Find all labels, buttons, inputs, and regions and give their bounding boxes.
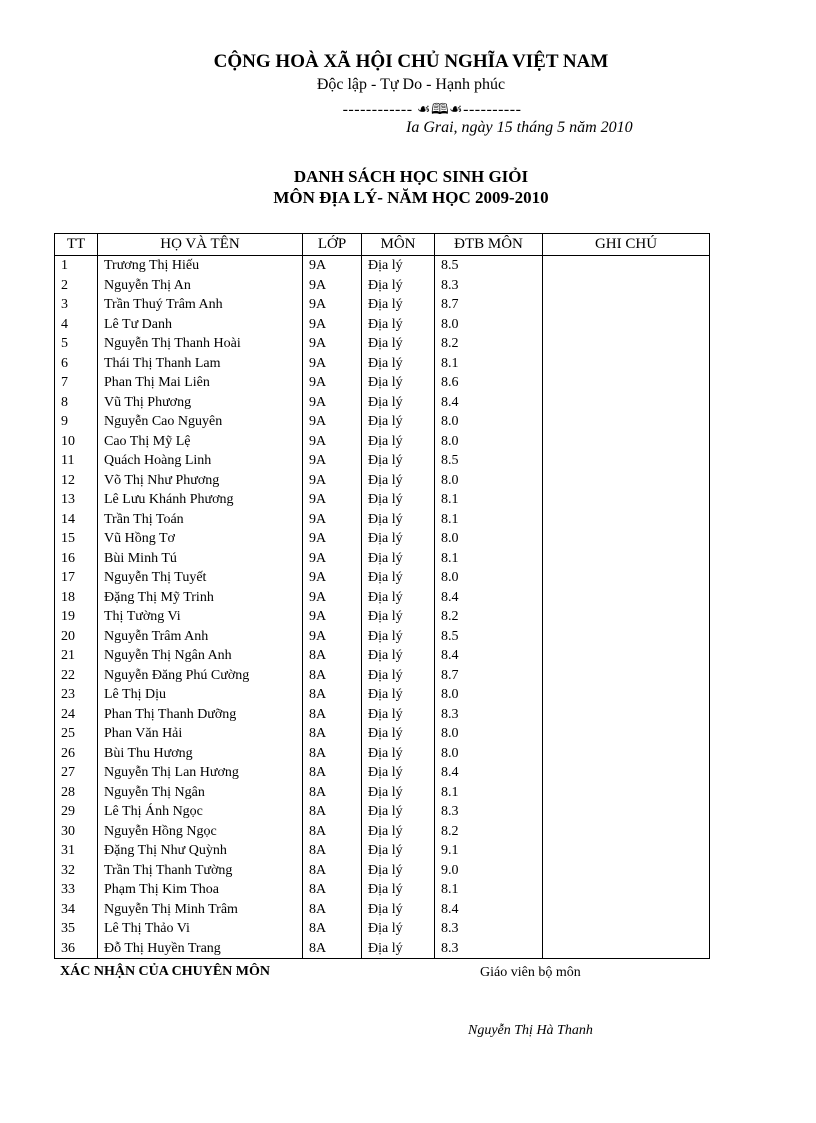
- cell-note: [543, 783, 710, 803]
- cell-note: [543, 685, 710, 705]
- cell-subject: Địa lý: [362, 354, 435, 374]
- cell-subject: Địa lý: [362, 763, 435, 783]
- cell-class: 9A: [303, 295, 362, 315]
- cell-note: [543, 373, 710, 393]
- cell-subject: Địa lý: [362, 315, 435, 335]
- cell-score: 8.0: [435, 412, 543, 432]
- cell-tt: 7: [55, 373, 98, 393]
- date-line: Ia Grai, ngày 15 tháng 5 năm 2010: [406, 119, 633, 136]
- cell-tt: 22: [55, 666, 98, 686]
- cell-note: [543, 666, 710, 686]
- cell-class: 9A: [303, 393, 362, 413]
- cell-score: 8.0: [435, 315, 543, 335]
- cell-score: 8.1: [435, 880, 543, 900]
- cell-name: Đỗ Thị Huyền Trang: [98, 939, 303, 959]
- table-row: [55, 880, 710, 900]
- cell-note: [543, 724, 710, 744]
- cell-note: [543, 588, 710, 608]
- cell-tt: 23: [55, 685, 98, 705]
- table-row: [55, 607, 710, 627]
- cell-class: 8A: [303, 861, 362, 881]
- cell-subject: Địa lý: [362, 256, 435, 276]
- cell-score: 8.2: [435, 822, 543, 842]
- cell-subject: Địa lý: [362, 529, 435, 549]
- cell-tt: 32: [55, 861, 98, 881]
- cell-class: 9A: [303, 510, 362, 530]
- cell-tt: 17: [55, 568, 98, 588]
- cell-note: [543, 919, 710, 939]
- cell-class: 9A: [303, 451, 362, 471]
- table-header-row: [55, 234, 710, 256]
- cell-note: [543, 334, 710, 354]
- cell-tt: 19: [55, 607, 98, 627]
- table-row: [55, 354, 710, 374]
- cell-subject: Địa lý: [362, 607, 435, 627]
- cell-note: [543, 900, 710, 920]
- cell-subject: Địa lý: [362, 510, 435, 530]
- cell-name: Phạm Thị Kim Thoa: [98, 880, 303, 900]
- cell-class: 9A: [303, 529, 362, 549]
- cell-note: [543, 354, 710, 374]
- cell-subject: Địa lý: [362, 744, 435, 764]
- cell-tt: 1: [55, 256, 98, 276]
- cell-note: [543, 861, 710, 881]
- cell-name: Đặng Thị Như Quỳnh: [98, 841, 303, 861]
- cell-tt: 8: [55, 393, 98, 413]
- cell-score: 8.3: [435, 276, 543, 296]
- cell-tt: 20: [55, 627, 98, 647]
- cell-score: 8.7: [435, 666, 543, 686]
- cell-note: [543, 802, 710, 822]
- cell-name: Bùi Minh Tú: [98, 549, 303, 569]
- cell-class: 8A: [303, 919, 362, 939]
- cell-score: 8.0: [435, 685, 543, 705]
- table-row: [55, 744, 710, 764]
- cell-name: Phan Thị Mai Liên: [98, 373, 303, 393]
- table-row: [55, 588, 710, 608]
- cell-name: Nguyễn Đăng Phú Cường: [98, 666, 303, 686]
- cell-subject: Địa lý: [362, 919, 435, 939]
- table-row: [55, 315, 710, 335]
- cell-name: Lê Thị Thảo Vi: [98, 919, 303, 939]
- cell-score: 8.0: [435, 724, 543, 744]
- cell-subject: Địa lý: [362, 568, 435, 588]
- cell-name: Nguyễn Thị Ngân: [98, 783, 303, 803]
- cell-subject: Địa lý: [362, 705, 435, 725]
- cell-score: 8.4: [435, 646, 543, 666]
- cell-note: [543, 315, 710, 335]
- table-row: [55, 666, 710, 686]
- table-row: [55, 802, 710, 822]
- cell-subject: Địa lý: [362, 432, 435, 452]
- cell-class: 9A: [303, 490, 362, 510]
- table-row: [55, 861, 710, 881]
- cell-name: Lê Thị Dịu: [98, 685, 303, 705]
- cell-subject: Địa lý: [362, 900, 435, 920]
- column-header-name: HỌ VÀ TÊN: [98, 234, 303, 256]
- cell-tt: 33: [55, 880, 98, 900]
- document-subtitle: MÔN ĐỊA LÝ- NĂM HỌC 2009-2010: [273, 188, 549, 207]
- cell-score: 8.7: [435, 295, 543, 315]
- cell-name: Nguyễn Trâm Anh: [98, 627, 303, 647]
- cell-score: 8.4: [435, 900, 543, 920]
- table-row: [55, 295, 710, 315]
- cell-subject: Địa lý: [362, 295, 435, 315]
- table-row: [55, 510, 710, 530]
- cell-name: Phan Thị Thanh Dưỡng: [98, 705, 303, 725]
- teacher-label: Giáo viên bộ môn: [480, 965, 581, 980]
- cell-subject: Địa lý: [362, 724, 435, 744]
- cell-subject: Địa lý: [362, 861, 435, 881]
- cell-tt: 29: [55, 802, 98, 822]
- cell-score: 8.4: [435, 588, 543, 608]
- cell-class: 9A: [303, 412, 362, 432]
- cell-name: Vũ Hồng Tơ: [98, 529, 303, 549]
- cell-score: 8.0: [435, 568, 543, 588]
- cell-tt: 3: [55, 295, 98, 315]
- national-motto: Độc lập - Tự Do - Hạnh phúc: [316, 76, 506, 93]
- cell-name: Võ Thị Như Phương: [98, 471, 303, 491]
- cell-score: 9.1: [435, 841, 543, 861]
- cell-name: Đặng Thị Mỹ Trinh: [98, 588, 303, 608]
- cell-score: 8.0: [435, 744, 543, 764]
- cell-name: Lê Tư Danh: [98, 315, 303, 335]
- cell-tt: 26: [55, 744, 98, 764]
- cell-class: 9A: [303, 315, 362, 335]
- table-row: [55, 919, 710, 939]
- cell-subject: Địa lý: [362, 334, 435, 354]
- cell-tt: 28: [55, 783, 98, 803]
- cell-name: Nguyễn Cao Nguyên: [98, 412, 303, 432]
- cell-tt: 21: [55, 646, 98, 666]
- cell-subject: Địa lý: [362, 451, 435, 471]
- cell-note: [543, 471, 710, 491]
- cell-class: 8A: [303, 880, 362, 900]
- cell-name: Trần Thị Thanh Tường: [98, 861, 303, 881]
- cell-subject: Địa lý: [362, 939, 435, 959]
- cell-subject: Địa lý: [362, 646, 435, 666]
- cell-note: [543, 549, 710, 569]
- cell-name: Thị Tường Vi: [98, 607, 303, 627]
- cell-name: Nguyễn Thị Tuyết: [98, 568, 303, 588]
- cell-subject: Địa lý: [362, 666, 435, 686]
- cell-class: 8A: [303, 685, 362, 705]
- cell-score: 8.4: [435, 763, 543, 783]
- cell-name: Trần Thuý Trâm Anh: [98, 295, 303, 315]
- cell-subject: Địa lý: [362, 822, 435, 842]
- cell-class: 9A: [303, 276, 362, 296]
- table-row: [55, 646, 710, 666]
- cell-note: [543, 744, 710, 764]
- cell-tt: 30: [55, 822, 98, 842]
- cell-subject: Địa lý: [362, 880, 435, 900]
- cell-note: [543, 393, 710, 413]
- cell-tt: 24: [55, 705, 98, 725]
- cell-subject: Địa lý: [362, 490, 435, 510]
- cell-name: Quách Hoàng Linh: [98, 451, 303, 471]
- confirmation-label: XÁC NHẬN CỦA CHUYÊN MÔN: [60, 964, 270, 979]
- cell-class: 8A: [303, 939, 362, 959]
- table-row: [55, 373, 710, 393]
- cell-name: Nguyễn Thị Lan Hương: [98, 763, 303, 783]
- cell-score: 8.6: [435, 373, 543, 393]
- cell-score: 9.0: [435, 861, 543, 881]
- cell-class: 8A: [303, 802, 362, 822]
- table-row: [55, 549, 710, 569]
- cell-score: 8.1: [435, 783, 543, 803]
- cell-tt: 36: [55, 939, 98, 959]
- cell-name: Bùi Thu Hương: [98, 744, 303, 764]
- cell-name: Lê Thị Ánh Ngọc: [98, 802, 303, 822]
- cell-subject: Địa lý: [362, 802, 435, 822]
- cell-name: Phan Văn Hải: [98, 724, 303, 744]
- cell-score: 8.1: [435, 549, 543, 569]
- table-row: [55, 705, 710, 725]
- cell-score: 8.3: [435, 939, 543, 959]
- cell-tt: 12: [55, 471, 98, 491]
- cell-note: [543, 510, 710, 530]
- cell-score: 8.3: [435, 919, 543, 939]
- cell-subject: Địa lý: [362, 276, 435, 296]
- cell-name: Nguyễn Thị Ngân Anh: [98, 646, 303, 666]
- cell-note: [543, 607, 710, 627]
- table-row: [55, 256, 710, 276]
- column-header-score: ĐTB MÔN: [435, 234, 543, 256]
- cell-class: 8A: [303, 763, 362, 783]
- cell-note: [543, 451, 710, 471]
- teacher-name: Nguyễn Thị Hà Thanh: [468, 1023, 593, 1038]
- cell-subject: Địa lý: [362, 393, 435, 413]
- cell-class: 9A: [303, 354, 362, 374]
- cell-tt: 2: [55, 276, 98, 296]
- table-row: [55, 451, 710, 471]
- cell-tt: 34: [55, 900, 98, 920]
- cell-name: Lê Lưu Khánh Phương: [98, 490, 303, 510]
- column-header-tt: TT: [55, 234, 98, 256]
- column-header-subject: MÔN: [362, 234, 435, 256]
- cell-note: [543, 939, 710, 959]
- cell-score: 8.2: [435, 607, 543, 627]
- cell-class: 8A: [303, 744, 362, 764]
- cell-score: 8.5: [435, 256, 543, 276]
- table-row: [55, 568, 710, 588]
- cell-class: 8A: [303, 646, 362, 666]
- table-row: [55, 393, 710, 413]
- cell-note: [543, 841, 710, 861]
- cell-subject: Địa lý: [362, 783, 435, 803]
- cell-class: 8A: [303, 841, 362, 861]
- cell-class: 8A: [303, 666, 362, 686]
- cell-class: 9A: [303, 549, 362, 569]
- table-row: [55, 276, 710, 296]
- cell-class: 9A: [303, 373, 362, 393]
- cell-name: Nguyễn Thị Thanh Hoài: [98, 334, 303, 354]
- cell-tt: 10: [55, 432, 98, 452]
- table-row: [55, 529, 710, 549]
- cell-note: [543, 256, 710, 276]
- cell-class: 8A: [303, 705, 362, 725]
- student-table: [54, 233, 710, 959]
- table-row: [55, 822, 710, 842]
- cell-tt: 15: [55, 529, 98, 549]
- cell-note: [543, 529, 710, 549]
- ornament-dashes-left: ------------: [342, 101, 413, 118]
- cell-name: Nguyễn Thị An: [98, 276, 303, 296]
- ornament-dashes-right: ----------: [463, 101, 522, 118]
- cell-note: [543, 412, 710, 432]
- column-header-class: LỚP: [303, 234, 362, 256]
- cell-subject: Địa lý: [362, 627, 435, 647]
- table-row: [55, 900, 710, 920]
- cell-class: 9A: [303, 256, 362, 276]
- cell-tt: 9: [55, 412, 98, 432]
- cell-score: 8.5: [435, 627, 543, 647]
- cell-score: 8.2: [435, 334, 543, 354]
- cell-note: [543, 646, 710, 666]
- cell-name: Nguyễn Thị Minh Trâm: [98, 900, 303, 920]
- cell-tt: 25: [55, 724, 98, 744]
- ornament-icon: ☙🕮☙: [417, 102, 464, 118]
- cell-note: [543, 295, 710, 315]
- cell-tt: 31: [55, 841, 98, 861]
- cell-name: Thái Thị Thanh Lam: [98, 354, 303, 374]
- cell-class: 9A: [303, 627, 362, 647]
- cell-name: Trần Thị Toán: [98, 510, 303, 530]
- cell-subject: Địa lý: [362, 685, 435, 705]
- cell-tt: 4: [55, 315, 98, 335]
- cell-name: Trương Thị Hiếu: [98, 256, 303, 276]
- cell-tt: 35: [55, 919, 98, 939]
- cell-tt: 13: [55, 490, 98, 510]
- cell-note: [543, 763, 710, 783]
- cell-score: 8.1: [435, 354, 543, 374]
- cell-class: 9A: [303, 334, 362, 354]
- cell-class: 9A: [303, 471, 362, 491]
- cell-score: 8.1: [435, 490, 543, 510]
- nation-title: CỘNG HOÀ XÃ HỘI CHỦ NGHĨA VIỆT NAM: [213, 51, 609, 72]
- cell-name: Vũ Thị Phương: [98, 393, 303, 413]
- cell-class: 8A: [303, 783, 362, 803]
- table-row: [55, 490, 710, 510]
- table-row: [55, 471, 710, 491]
- cell-tt: 16: [55, 549, 98, 569]
- cell-subject: Địa lý: [362, 588, 435, 608]
- cell-tt: 5: [55, 334, 98, 354]
- cell-name: Cao Thị Mỹ Lệ: [98, 432, 303, 452]
- table-row: [55, 724, 710, 744]
- cell-tt: 27: [55, 763, 98, 783]
- cell-class: 8A: [303, 724, 362, 744]
- cell-score: 8.0: [435, 529, 543, 549]
- cell-subject: Địa lý: [362, 471, 435, 491]
- cell-score: 8.3: [435, 705, 543, 725]
- cell-score: 8.0: [435, 471, 543, 491]
- cell-tt: 6: [55, 354, 98, 374]
- cell-tt: 18: [55, 588, 98, 608]
- cell-score: 8.0: [435, 432, 543, 452]
- table-row: [55, 412, 710, 432]
- cell-score: 8.4: [435, 393, 543, 413]
- cell-class: 9A: [303, 588, 362, 608]
- table-row: [55, 841, 710, 861]
- cell-class: 9A: [303, 607, 362, 627]
- table-row: [55, 334, 710, 354]
- cell-name: Nguyễn Hồng Ngọc: [98, 822, 303, 842]
- cell-note: [543, 880, 710, 900]
- table-row: [55, 939, 710, 959]
- cell-subject: Địa lý: [362, 412, 435, 432]
- cell-note: [543, 276, 710, 296]
- cell-score: 8.3: [435, 802, 543, 822]
- cell-class: 8A: [303, 900, 362, 920]
- cell-note: [543, 627, 710, 647]
- cell-score: 8.1: [435, 510, 543, 530]
- cell-note: [543, 822, 710, 842]
- cell-note: [543, 568, 710, 588]
- cell-subject: Địa lý: [362, 549, 435, 569]
- table-row: [55, 763, 710, 783]
- table-row: [55, 432, 710, 452]
- cell-tt: 14: [55, 510, 98, 530]
- cell-class: 9A: [303, 432, 362, 452]
- cell-subject: Địa lý: [362, 841, 435, 861]
- table-row: [55, 783, 710, 803]
- table-row: [55, 627, 710, 647]
- cell-note: [543, 490, 710, 510]
- cell-subject: Địa lý: [362, 373, 435, 393]
- cell-tt: 11: [55, 451, 98, 471]
- document-title: DANH SÁCH HỌC SINH GIỎI: [293, 167, 529, 186]
- cell-class: 9A: [303, 568, 362, 588]
- cell-note: [543, 432, 710, 452]
- column-header-note: GHI CHÚ: [543, 234, 710, 256]
- cell-note: [543, 705, 710, 725]
- cell-class: 8A: [303, 822, 362, 842]
- cell-score: 8.5: [435, 451, 543, 471]
- table-row: [55, 685, 710, 705]
